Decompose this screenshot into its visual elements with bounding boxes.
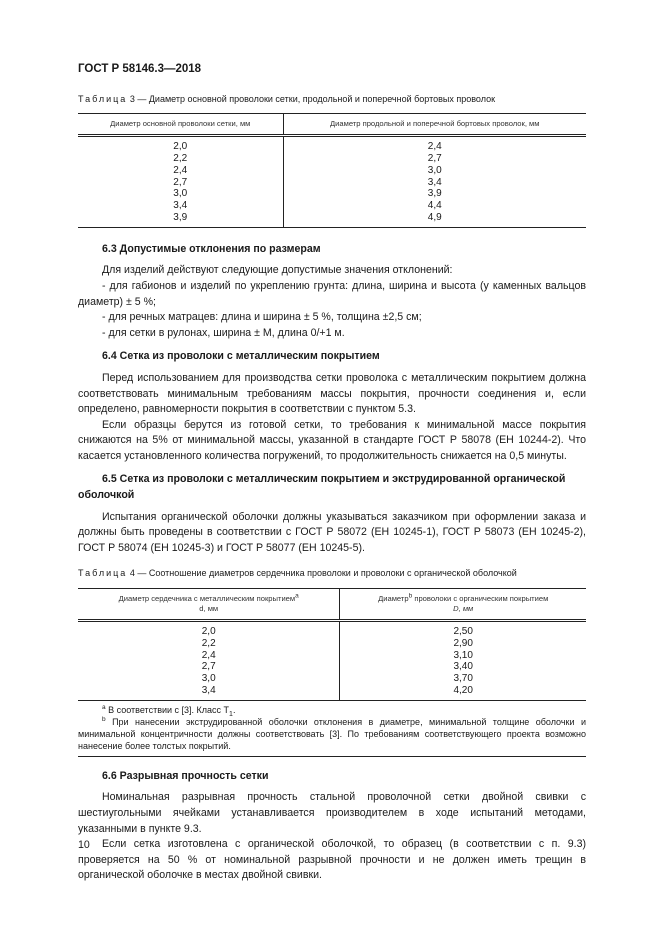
table-row <box>78 165 586 177</box>
table-4 <box>78 588 586 757</box>
table3-header-col1: Диаметр основной проволоки сетки, мм <box>78 114 283 136</box>
page-number: 10 <box>78 839 90 851</box>
table-row <box>78 200 586 212</box>
table-caption-text: 3 — Диаметр основной проволоки сетки, продольной и поперечной бортовых проволок <box>129 93 496 104</box>
table-row <box>78 177 586 189</box>
table-row <box>78 621 586 638</box>
table-label: Таблица <box>78 93 128 104</box>
table-row <box>78 650 586 662</box>
table4-header-col1 <box>78 589 340 621</box>
footnote-mark: b <box>408 592 413 600</box>
header-unit: D, мм <box>453 604 474 614</box>
table4-caption <box>78 566 586 582</box>
footnote-mark: b <box>102 715 106 723</box>
table-cell: 2,90 <box>340 638 586 650</box>
table-row <box>78 661 586 673</box>
table-row <box>78 136 586 153</box>
table-cell: 3,9 <box>78 212 283 227</box>
section-6-3-heading: 6.3 Допустимые отклонения по размерам <box>102 242 321 255</box>
footnote-text: В соответствии с [3]. Класс Т <box>105 704 230 715</box>
table-cell: 2,4 <box>78 165 283 177</box>
table-3 <box>78 113 586 228</box>
footnote-text: . <box>232 704 236 715</box>
footnote-text: При нанесении экструдированной оболочки отклонения в диаметре, минимальной толщине оболочки и минимальной концентричности должны соответствовать [3]. По требованиям соответствующего проекта возможно нанесение более толстых покрытий. <box>78 716 586 751</box>
paragraph: Перед использованием для производства сетки проволока с металлическим покрытием должна соответствовать минимальным требованиям массы покрытия, прочности соединения и, если определено, равномерности покрытия в соответствии с пунктом 5.3. <box>78 371 586 416</box>
table-cell: 2,2 <box>78 638 340 650</box>
table-cell: 4,4 <box>283 200 586 212</box>
table-cell: 2,7 <box>283 153 586 165</box>
document-page <box>78 62 586 884</box>
header-text: Диаметр сердечника с металлическим покрытием <box>118 594 296 604</box>
table-row <box>78 153 586 165</box>
table-cell: 3,9 <box>283 188 586 200</box>
table-cell: 3,4 <box>78 200 283 212</box>
table3-caption <box>78 92 586 108</box>
table-label: Таблица <box>78 568 128 579</box>
paragraph: Если сетка изготовлена с органической оболочкой, то образец (в соответствии с п. 9.3) проверяется на 50 % от номинальной разрывной прочности и не должен иметь трещин в органической оболочке в местах двойной свивки. <box>78 838 586 882</box>
table-cell: 2,7 <box>78 661 340 673</box>
table-cell: 2,4 <box>283 136 586 153</box>
paragraph: - для габионов и изделий по укреплению грунта: длина, ширина и высота (у каменных вальцов диаметр) ± 5 %; <box>78 279 586 308</box>
table-cell: 2,0 <box>78 136 283 153</box>
table-cell: 3,0 <box>78 673 340 685</box>
table-cell: 3,70 <box>340 673 586 685</box>
paragraph: Испытания органической оболочки должны указываться заказчиком при оформлении заказа и должны быть проведены в соответствии с ГОСТ Р 58072 (ЕН 10245-1), ГОСТ Р 58073 (ЕН 10245-2), ГОСТ Р 58074 (ЕН 10245-3) и ГОСТ Р 58077 (ЕН 10245-5). <box>78 510 586 554</box>
table-cell: 3,40 <box>340 661 586 673</box>
footnote-mark: a <box>102 703 106 711</box>
header-text: Диаметр <box>378 594 409 604</box>
paragraph: Для изделий действуют следующие допустимые значения отклонений: <box>102 264 453 277</box>
paragraph: - для речных матрацев: длина и ширина ± 5 %, толщина ±2,5 см; <box>102 311 422 324</box>
section-6-5-heading: 6.5 Сетка из проволоки с металлическим покрытием и экструдированной органической оболочкой <box>78 473 566 502</box>
table-cell: 3,10 <box>340 650 586 662</box>
table-cell: 2,4 <box>78 650 340 662</box>
table-row <box>78 188 586 200</box>
header-text: проволоки с органическим покрытием <box>412 594 549 604</box>
table3-header-col2: Диаметр продольной и поперечной бортовых проволок, мм <box>283 114 586 136</box>
table-cell: 2,50 <box>340 621 586 638</box>
table-row <box>78 212 586 227</box>
table4-footnotes <box>78 700 586 756</box>
footnote-mark: a <box>295 592 299 600</box>
table-cell: 2,2 <box>78 153 283 165</box>
table-cell: 2,0 <box>78 621 340 638</box>
table-cell: 2,7 <box>78 177 283 189</box>
table-cell: 3,0 <box>78 188 283 200</box>
table-cell: 3,4 <box>78 685 340 700</box>
footnote-b <box>78 716 586 752</box>
paragraph: Если образцы берутся из готовой сетки, то требования к минимальной массе покрытия снижаются на 5% от минимальной массы, указанной в стандарте ГОСТ Р 58078 (ЕН 10244-2). Что касается установленного количества погружений, то продолжительность снижается на 0,5 минуты. <box>78 418 586 462</box>
subscript: 1 <box>229 710 233 718</box>
section-6-4-heading: 6.4 Сетка из проволоки с металлическим покрытием <box>102 350 380 363</box>
table4-header-col2 <box>340 589 586 621</box>
table-row <box>78 638 586 650</box>
header-unit: d, мм <box>199 604 219 614</box>
table-caption-text: 4 — Соотношение диаметров сердечника проволоки и проволоки с органической оболочкой <box>129 568 517 579</box>
paragraph: Номинальная разрывная прочность стальной проволочной сетки двойной свивки с шестиугольными ячейками устанавливается производителем в ходе испытаний методами, указанными в пункте 9.3. <box>78 791 586 835</box>
table-cell: 4,20 <box>340 685 586 700</box>
table-cell: 4,9 <box>283 212 586 227</box>
document-header: ГОСТ Р 58146.3—2018 <box>78 63 202 75</box>
table-cell: 3,4 <box>283 177 586 189</box>
table-cell: 3,0 <box>283 165 586 177</box>
table-row <box>78 685 586 700</box>
paragraph: - для сетки в рулонах, ширина ± М, длина 0/+1 м. <box>102 326 345 339</box>
table-row <box>78 673 586 685</box>
section-6-6-heading: 6.6 Разрывная прочность сетки <box>102 769 269 782</box>
footnote-a <box>78 704 586 716</box>
